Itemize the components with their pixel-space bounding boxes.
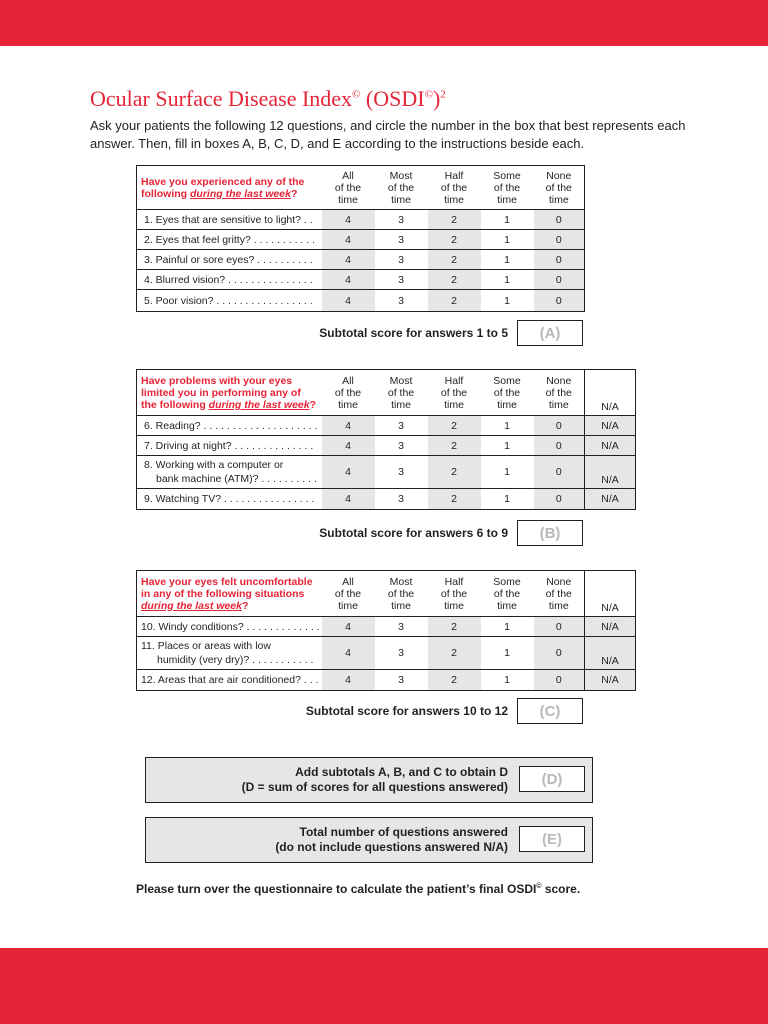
score-option[interactable]: 2 xyxy=(428,489,481,510)
score-box-letter: (C) xyxy=(539,702,561,720)
score-option[interactable]: 1 xyxy=(481,617,534,637)
score-option[interactable]: 4 xyxy=(322,637,375,670)
score-option[interactable]: 3 xyxy=(375,210,428,230)
column-header-none: None of the time xyxy=(534,571,585,617)
score-option[interactable]: 2 xyxy=(428,436,481,456)
na-option[interactable]: N/A xyxy=(585,436,636,456)
score-option[interactable]: 3 xyxy=(375,416,428,436)
score-option[interactable]: 3 xyxy=(375,250,428,270)
score-option[interactable]: 3 xyxy=(375,436,428,456)
score-option[interactable]: 2 xyxy=(428,416,481,436)
score-box-letter: (E) xyxy=(542,830,562,848)
column-header-some: Some of the time xyxy=(481,166,534,210)
score-option[interactable]: 1 xyxy=(481,270,534,290)
score-option[interactable]: 1 xyxy=(481,436,534,456)
question-label: 2. Eyes that feel gritty? . . . . . . . . . . . xyxy=(137,230,322,250)
column-header-half: Half of the time xyxy=(428,571,481,617)
score-option[interactable]: 3 xyxy=(375,270,428,290)
column-header-none: None of the time xyxy=(534,370,585,416)
score-option[interactable]: 2 xyxy=(428,456,481,489)
footer-instruction: Please turn over the questionnaire to calculate the patient’s final OSDI© score. xyxy=(136,882,581,896)
score-option[interactable]: 0 xyxy=(534,637,585,670)
column-header-all: All of the time xyxy=(322,571,375,617)
table-row xyxy=(137,290,585,312)
page-title: Ocular Surface Disease Index© (OSDI©)$^2$ xyxy=(90,86,446,111)
sum-d-instructions: Add subtotals A, B, and C to obtain D (D = sum of scores for all questions answered) xyxy=(241,765,508,794)
na-option[interactable]: N/A xyxy=(585,617,636,637)
score-option[interactable]: 4 xyxy=(322,670,375,691)
score-box-b[interactable] xyxy=(517,520,583,546)
score-option[interactable]: 0 xyxy=(534,250,585,270)
score-option[interactable]: 1 xyxy=(481,456,534,489)
table-row xyxy=(137,436,636,456)
subtotal-c-label: Subtotal score for answers 10 to 12 xyxy=(305,704,508,718)
column-header-all: All of the time xyxy=(322,370,375,416)
column-header-most: Most of the time xyxy=(375,166,428,210)
question-label: 5. Poor vision? . . . . . . . . . . . . . . . . . xyxy=(137,290,322,312)
score-option[interactable]: 1 xyxy=(481,210,534,230)
score-option[interactable]: 1 xyxy=(481,250,534,270)
na-option[interactable]: N/A xyxy=(585,637,636,670)
score-option[interactable]: 2 xyxy=(428,210,481,230)
questions-table-2 xyxy=(136,369,636,510)
question-label: 9. Watching TV? . . . . . . . . . . . . . . . . xyxy=(137,489,322,510)
score-option[interactable]: 0 xyxy=(534,436,585,456)
score-option[interactable]: 2 xyxy=(428,250,481,270)
score-option[interactable]: 2 xyxy=(428,637,481,670)
instructions-text: Ask your patients the following 12 questions, and circle the number in the box that best represents each answer. Then, fill in boxes A, B, C, D, and E according to the instructions beside each. xyxy=(90,118,686,151)
question-label: 10. Windy conditions? . . . . . . . . . . . . . xyxy=(137,617,322,637)
column-header-some: Some of the time xyxy=(481,370,534,416)
question-label: 7. Driving at night? . . . . . . . . . . . . . . xyxy=(137,436,322,456)
table-row xyxy=(137,230,585,250)
column-header-none: None of the time xyxy=(534,166,585,210)
subtotal-a-label: Subtotal score for answers 1 to 5 xyxy=(319,326,508,340)
score-option[interactable]: 4 xyxy=(322,230,375,250)
score-option[interactable]: 2 xyxy=(428,670,481,691)
section-question-header: Have your eyes felt uncomfortable in any of the following situations during the last week? xyxy=(137,571,322,617)
score-option[interactable]: 0 xyxy=(534,416,585,436)
questions-table-3 xyxy=(136,570,636,691)
question-label: 4. Blurred vision? . . . . . . . . . . . . . . . xyxy=(137,270,322,290)
score-option[interactable]: 1 xyxy=(481,637,534,670)
table-row xyxy=(137,670,636,691)
column-header-half: Half of the time xyxy=(428,370,481,416)
score-option[interactable]: 1 xyxy=(481,489,534,510)
table-row xyxy=(137,456,636,489)
score-option[interactable]: 3 xyxy=(375,230,428,250)
question-label: 8. Working with a computer or bank machine (ATM)? . . . . . . . . . . xyxy=(137,456,322,489)
score-box-letter: (D) xyxy=(541,770,563,788)
column-header-most: Most of the time xyxy=(375,571,428,617)
top-red-band xyxy=(0,0,768,46)
table-row xyxy=(137,617,636,637)
question-label: 12. Areas that are air conditioned? . . . xyxy=(137,670,322,691)
question-label: 6. Reading? . . . . . . . . . . . . . . . . . . . . xyxy=(137,416,322,436)
score-box-a[interactable] xyxy=(517,320,583,346)
na-option[interactable]: N/A xyxy=(585,416,636,436)
score-option[interactable]: 4 xyxy=(322,270,375,290)
score-option[interactable]: 0 xyxy=(534,270,585,290)
score-option[interactable]: 4 xyxy=(322,250,375,270)
score-option[interactable]: 2 xyxy=(428,290,481,312)
score-option[interactable]: 3 xyxy=(375,489,428,510)
score-option[interactable]: 1 xyxy=(481,230,534,250)
score-box-c[interactable] xyxy=(517,698,583,724)
score-box-d[interactable] xyxy=(519,766,585,792)
score-option[interactable]: 4 xyxy=(322,290,375,312)
score-box-letter: (A) xyxy=(539,324,561,342)
score-option[interactable]: 3 xyxy=(375,290,428,312)
na-option[interactable]: N/A xyxy=(585,489,636,510)
na-option[interactable]: N/A xyxy=(585,670,636,691)
score-option[interactable]: 0 xyxy=(534,456,585,489)
score-option[interactable]: 4 xyxy=(322,210,375,230)
question-label: 3. Painful or sore eyes? . . . . . . . . . . xyxy=(137,250,322,270)
table-row xyxy=(137,416,636,436)
score-option[interactable]: 3 xyxy=(375,617,428,637)
na-option[interactable]: N/A xyxy=(585,456,636,489)
column-header-all: All of the time xyxy=(322,166,375,210)
score-option[interactable]: 4 xyxy=(322,617,375,637)
column-header-most: Most of the time xyxy=(375,370,428,416)
column-header-some: Some of the time xyxy=(481,571,534,617)
question-label: 11. Places or areas with low humidity (very dry)? . . . . . . . . . . . xyxy=(137,637,322,670)
column-header-na: N/A xyxy=(585,571,636,617)
sum-d-panel xyxy=(145,757,593,803)
score-option[interactable]: 4 xyxy=(322,456,375,489)
column-header-half: Half of the time xyxy=(428,166,481,210)
score-option[interactable]: 1 xyxy=(481,670,534,691)
column-header-na: N/A xyxy=(585,370,636,416)
score-option[interactable]: 1 xyxy=(481,416,534,436)
questions-table-1 xyxy=(136,165,585,312)
score-option[interactable]: 0 xyxy=(534,489,585,510)
score-option[interactable]: 0 xyxy=(534,290,585,312)
score-option[interactable]: 1 xyxy=(481,290,534,312)
table-row xyxy=(137,489,636,510)
section-question-header: Have you experienced any of the following during the last week? xyxy=(137,166,322,210)
score-option[interactable]: 4 xyxy=(322,489,375,510)
score-box-e[interactable] xyxy=(519,826,585,852)
question-label: 1. Eyes that are sensitive to light? . . xyxy=(137,210,322,230)
score-option[interactable]: 4 xyxy=(322,416,375,436)
score-option[interactable]: 2 xyxy=(428,230,481,250)
section-question-header: Have problems with your eyes limited you in performing any of the following during the last week? xyxy=(137,370,322,416)
score-option[interactable]: 4 xyxy=(322,436,375,456)
score-box-letter: (B) xyxy=(539,524,561,542)
score-option[interactable]: 3 xyxy=(375,670,428,691)
table-row xyxy=(137,270,585,290)
table-row xyxy=(137,637,636,670)
table-row xyxy=(137,250,585,270)
count-e-panel xyxy=(145,817,593,863)
score-option[interactable]: 0 xyxy=(534,617,585,637)
score-option[interactable]: 2 xyxy=(428,270,481,290)
subtotal-b-label: Subtotal score for answers 6 to 9 xyxy=(319,526,508,540)
score-option[interactable]: 3 xyxy=(375,456,428,489)
count-e-instructions: Total number of questions answered (do not include questions answered N/A) xyxy=(275,825,508,854)
score-option[interactable]: 0 xyxy=(534,210,585,230)
bottom-red-band xyxy=(0,948,768,1024)
score-option[interactable]: 2 xyxy=(428,617,481,637)
score-option[interactable]: 3 xyxy=(375,637,428,670)
table-row xyxy=(137,210,585,230)
score-option[interactable]: 0 xyxy=(534,670,585,691)
score-option[interactable]: 0 xyxy=(534,230,585,250)
